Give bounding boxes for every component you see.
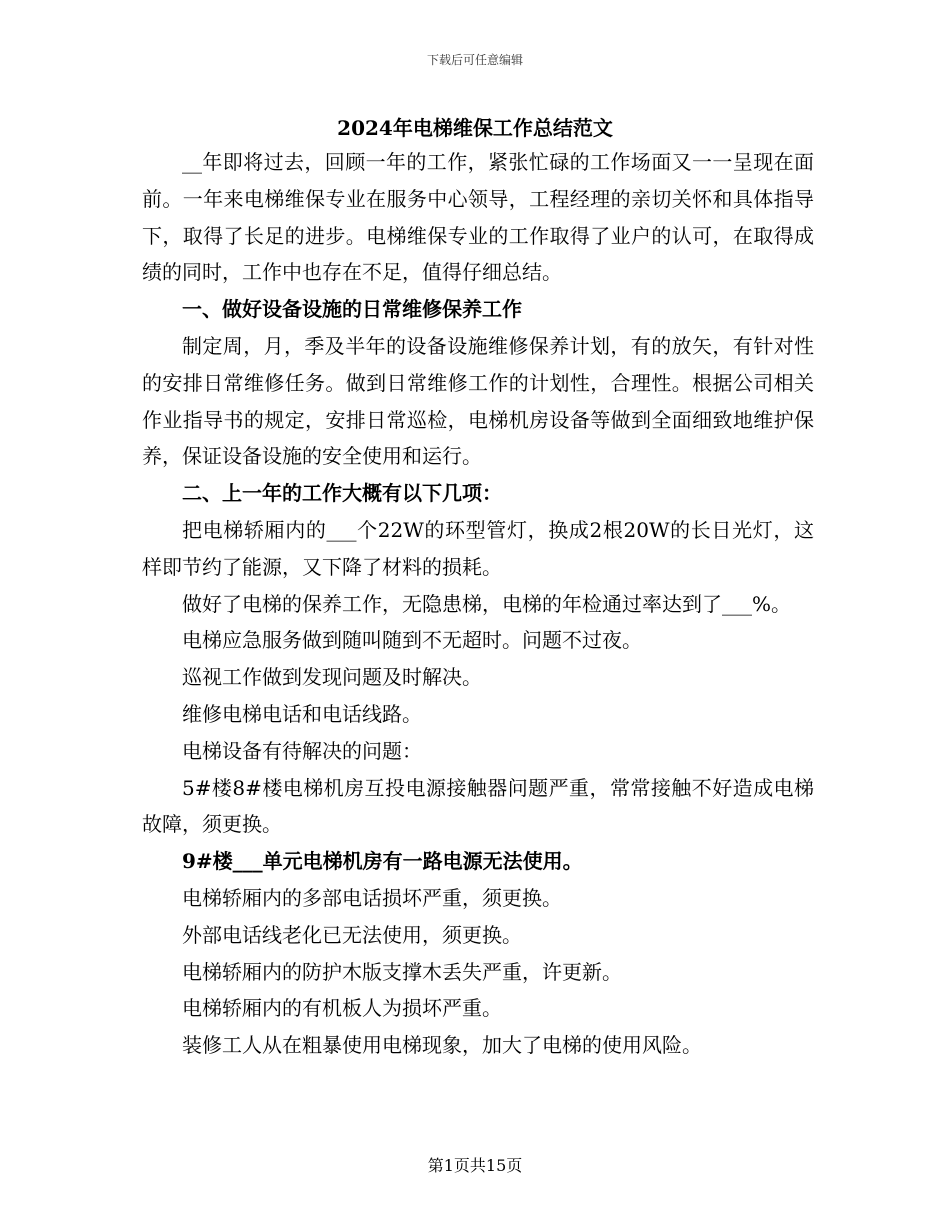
paragraph-phone-repair: 维修电梯电话和电话线路。 (182, 701, 422, 726)
page-number: 第1页共15页 (427, 1156, 523, 1175)
paragraph-issue-rough-use: 装修工人从在粗暴使用电梯现象，加大了电梯的使用风险。 (182, 1033, 702, 1058)
paragraph-issue-acrylic-panel: 电梯轿厢内的有机板人为损坏严重。 (182, 996, 502, 1021)
paragraph-issue-contactor: 5#楼8#楼电梯机房互投电源接触器问题严重，常常接触不好造成电梯故障，须更换。 (142, 775, 814, 837)
paragraph-patrol: 巡视工作做到发现问题及时解决。 (182, 665, 482, 690)
paragraph-intro: __年即将过去，回顾一年的工作，紧张忙碌的工作场面又一一呈现在面前。一年来电梯维保专业在服务中心领导，工程经理的亲切关怀和具体指导下，取得了长足的进步。电梯维保专业的工作取得了业户的认可，在取得成绩的同时，工作中也存在不足，值得仔细总结。 (142, 150, 814, 285)
paragraph-lamp-replacement: 把电梯轿厢内的___个22W的环型管灯，换成2根20W的长日光灯，这样即节约了能源，又下降了材料的损耗。 (142, 517, 814, 579)
section-heading-2: 二、上一年的工作大概有以下几项： (182, 481, 502, 506)
page-header-note: 下载后可任意编辑 (426, 53, 523, 67)
document-title: 2024年电梯维保工作总结范文 (337, 116, 613, 140)
paragraph-issue-wood-panel: 电梯轿厢内的防护木版支撑木丢失严重，许更新。 (182, 959, 622, 984)
paragraph-inspection-rate: 做好了电梯的保养工作，无隐患梯，电梯的年检通过率达到了___%。 (182, 591, 792, 616)
paragraph-emergency-service: 电梯应急服务做到随叫随到不无超时。问题不过夜。 (182, 628, 642, 653)
paragraph-issue-power-supply: 9#楼___单元电梯机房有一路电源无法使用。 (182, 849, 583, 874)
document-body (142, 144, 814, 1064)
paragraph-issue-phone-line: 外部电话线老化已无法使用，须更换。 (182, 922, 522, 947)
paragraph-issue-car-phones: 电梯轿厢内的多部电话损坏严重，须更换。 (182, 885, 562, 910)
paragraph-pending-issues: 电梯设备有待解决的问题： (182, 738, 422, 763)
paragraph-maintenance-plan: 制定周，月，季及半年的设备设施维修保养计划，有的放矢，有针对性的安排日常维修任务。做到日常维修工作的计划性，合理性。根据公司相关作业指导书的规定，安排日常巡检，电梯机房设备等做到全面细致地维护保养，保证设备设施的安全使用和运行。 (142, 333, 814, 469)
section-heading-1: 一、做好设备设施的日常维修保养工作 (182, 297, 522, 322)
